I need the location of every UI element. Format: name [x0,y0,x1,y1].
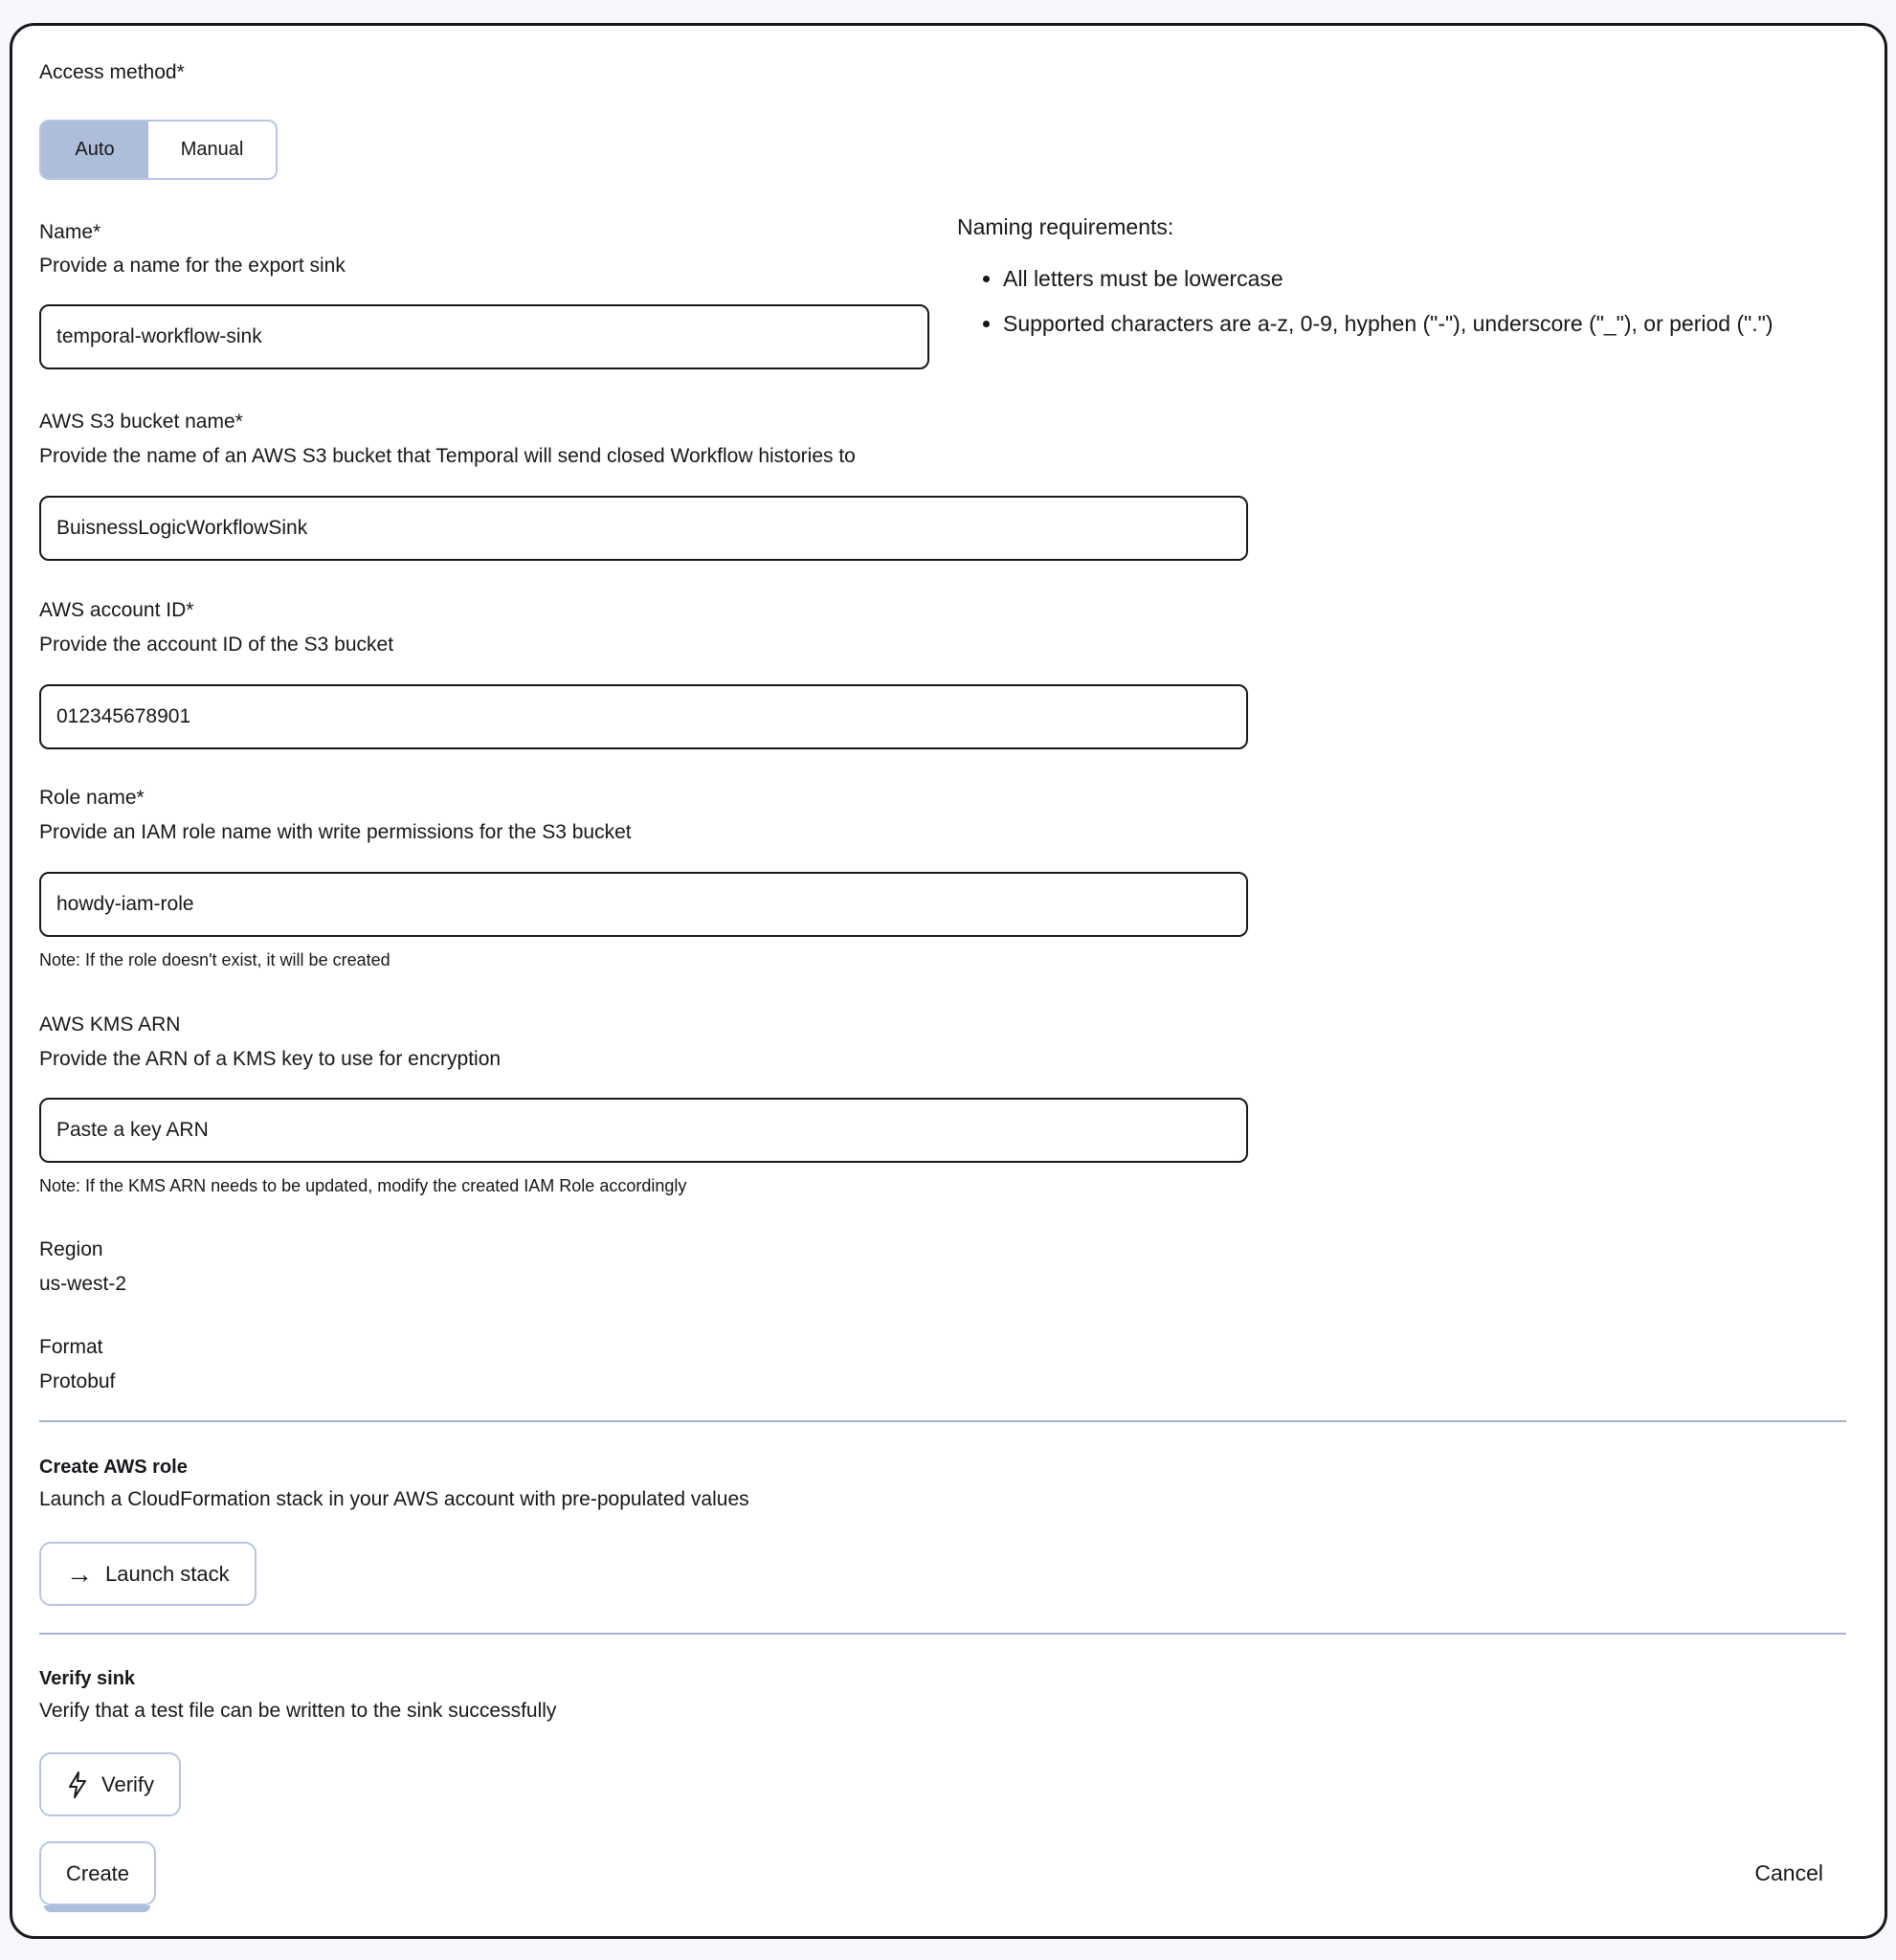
form-card [10,23,1887,1939]
format-value: Protobuf [39,1370,116,1392]
naming-requirement-item: • Supported characters are a-z, 0-9, hyphen ("-"), underscore ("_"), or period (".") [1003,304,1818,343]
role-name-input[interactable] [39,872,1248,937]
lightning-icon [66,1771,89,1799]
verify-sink-title: Verify sink [39,1668,136,1689]
create-button-shadow [44,1905,150,1912]
verify-button[interactable] [39,1752,181,1816]
name-description: Provide a name for the export sink [39,255,346,277]
kms-arn-input[interactable] [39,1098,1248,1163]
access-method-label: Access method* [39,61,185,83]
s3-bucket-description: Provide the name of an AWS S3 bucket that Temporal will send closed Workflow histories to [39,445,856,467]
role-name-description: Provide an IAM role name with write permissions for the S3 bucket [39,821,632,843]
role-name-note: Note: If the role doesn't exist, it will be created [39,950,390,969]
name-input[interactable] [39,304,929,369]
account-id-input[interactable] [39,684,1248,749]
kms-arn-note: Note: If the KMS ARN needs to be updated, modify the created IAM Role accordingly [39,1176,687,1195]
account-id-description: Provide the account ID of the S3 bucket [39,634,394,656]
verify-label: Verify [101,1771,155,1796]
cancel-button[interactable]: Cancel [1754,1860,1823,1885]
naming-requirement-item: • All letters must be lowercase [1003,259,1818,298]
section-divider [39,1420,1846,1422]
name-label: Name* [39,221,101,243]
region-value: us-west-2 [39,1273,127,1295]
kms-arn-label: AWS KMS ARN [39,1013,181,1036]
format-label: Format [39,1336,103,1358]
create-aws-role-title: Create AWS role [39,1457,188,1478]
s3-bucket-label: AWS S3 bucket name* [39,411,243,433]
naming-requirements-title: Naming requirements: [957,214,1174,239]
s3-bucket-input[interactable] [39,496,1248,561]
region-label: Region [39,1238,103,1260]
kms-arn-description: Provide the ARN of a KMS key to use for encryption [39,1048,502,1070]
account-id-label: AWS account ID* [39,599,194,621]
create-button[interactable]: Create [39,1841,156,1905]
launch-stack-label: Launch stack [105,1561,230,1586]
section-divider [39,1633,1846,1635]
naming-requirements-list [957,259,1818,343]
naming-requirements [957,212,1818,343]
launch-stack-button[interactable] [39,1542,257,1606]
toggle-option-manual[interactable]: Manual [148,122,276,178]
form-actions [39,1841,1846,1905]
arrow-right-icon: → [66,1558,93,1589]
access-method-toggle [39,120,278,180]
role-name-label: Role name* [39,787,145,809]
create-aws-role-description: Launch a CloudFormation stack in your AWS account with pre-populated values [39,1488,749,1510]
toggle-option-auto[interactable]: Auto [41,122,148,178]
verify-sink-description: Verify that a test file can be written to the sink successfully [39,1700,557,1722]
